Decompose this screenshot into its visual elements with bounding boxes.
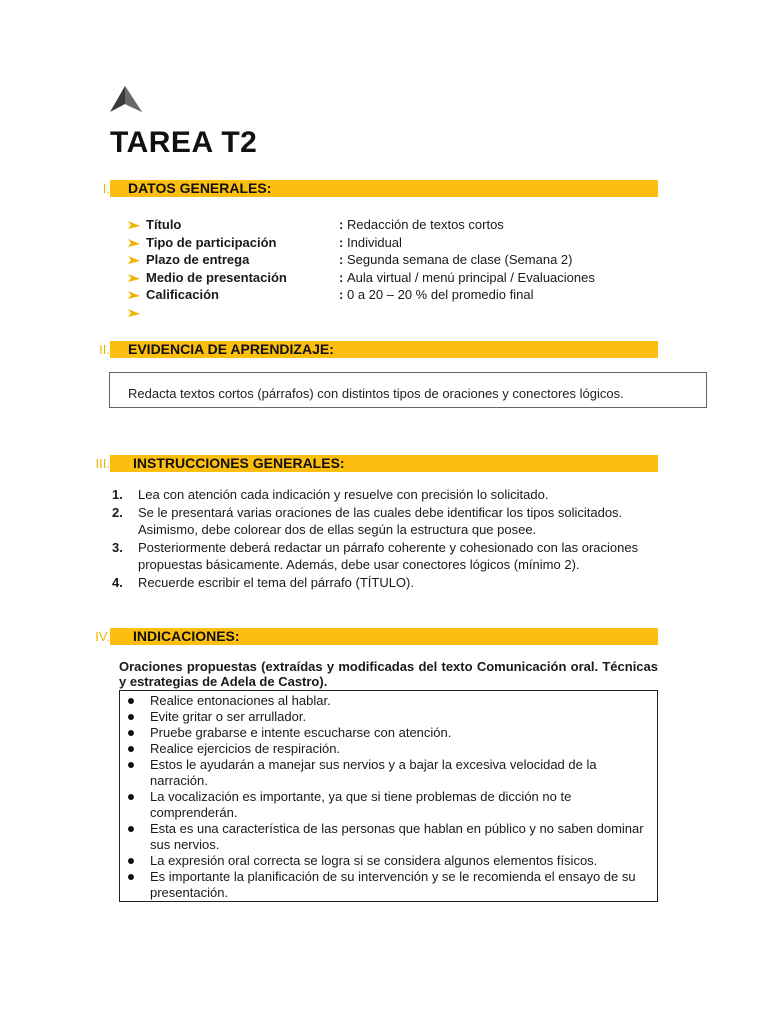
bullet-dot-icon (128, 698, 134, 704)
oraciones-list (120, 691, 657, 901)
list-item (128, 234, 668, 252)
section-number: II. (99, 342, 110, 357)
section-header-instrucciones (88, 455, 658, 472)
field-key: Calificación (146, 287, 219, 303)
list-item (112, 486, 652, 504)
list-item (128, 251, 668, 269)
oracion-text: Realice ejercicios de respiración. (150, 741, 341, 756)
oraciones-box (119, 690, 658, 902)
section-number: I. (102, 181, 110, 196)
step-text: Posteriormente deberá redactar un párrafo coherente y cohesionado con las oraciones propuestas básicamente. Además, debe usar conectores lógicos (mínimo 2). (138, 539, 639, 573)
list-item (120, 725, 651, 741)
oracion-text: Es importante la planificación de su intervención y se le recomienda el ensayo de su presentación. (150, 869, 636, 900)
list-item (120, 709, 651, 725)
arrow-bullet-icon (128, 239, 140, 247)
field-value: Redacción de textos cortos (347, 217, 504, 232)
step-text: Lea con atención cada indicación y resuelve con precisión lo solicitado. (138, 487, 549, 502)
bullet-dot-icon (128, 762, 134, 768)
oracion-text: Pruebe grabarse e intente escucharse con atención. (150, 725, 452, 740)
list-item (120, 757, 651, 789)
list-item (128, 269, 668, 287)
bullet-dot-icon (128, 746, 134, 752)
field-separator: : (339, 287, 344, 303)
step-text: Recuerde escribir el tema del párrafo (TÍTULO). (138, 574, 414, 590)
arrow-bullet-icon (128, 256, 140, 264)
field-key: Plazo de entrega (146, 252, 250, 268)
instructions-list (112, 486, 652, 592)
page-title: TAREA T2 (110, 126, 258, 159)
field-key: Tipo de participación (146, 234, 277, 250)
field-value: Individual (347, 234, 402, 250)
list-item (120, 789, 651, 821)
section-label: EVIDENCIA DE APRENDIZAJE: (128, 341, 334, 357)
step-text: Se le presentará varias oraciones de las cuales debe identificar los tipos solicitados. Asimismo, debe colorear dos de ellas según la estructura que posee. (138, 504, 623, 538)
oracion-text: La expresión oral correcta se logra si se considera algunos elementos físicos. (150, 853, 598, 868)
list-item (112, 539, 652, 574)
bullet-dot-icon (128, 714, 134, 720)
field-value: Segunda semana de clase (Semana 2) (347, 252, 573, 268)
section-header-evidencia (88, 341, 658, 358)
field-key: Medio de presentación (146, 269, 287, 285)
datos-generales-list (128, 216, 668, 322)
list-item (128, 286, 668, 304)
oraciones-intro: Oraciones propuestas (extraídas y modificadas del texto Comunicación oral. Técnicas y estrategias de Adela de Castro). (119, 659, 658, 689)
evidence-box (109, 372, 707, 408)
arrow-bullet-icon (128, 309, 140, 317)
bullet-dot-icon (128, 874, 134, 880)
oracion-text: Realice entonaciones al hablar. (150, 693, 331, 708)
step-number: 2. (112, 504, 123, 520)
list-item (112, 574, 652, 592)
section-number: III. (95, 456, 110, 471)
bullet-dot-icon (128, 826, 134, 832)
oracion-text: La vocalización es importante, ya que si tiene problemas de dicción no te comprenderán. (150, 789, 572, 820)
arrow-bullet-icon (128, 291, 140, 299)
navigation-arrow-logo-icon (108, 84, 144, 114)
section-header-datos (88, 180, 658, 197)
bullet-dot-icon (128, 858, 134, 864)
field-separator: : (339, 252, 344, 268)
list-item (120, 741, 651, 757)
step-number: 1. (112, 487, 123, 502)
oracion-text: Evite gritar o ser arrullador. (150, 709, 307, 724)
section-header-indicaciones (88, 628, 658, 645)
field-separator: : (339, 269, 344, 285)
section-number: IV. (95, 629, 110, 644)
evidence-text: Redacta textos cortos (párrafos) con distintos tipos de oraciones y conectores lógicos. (128, 386, 624, 401)
list-item (128, 216, 668, 234)
step-number: 4. (112, 574, 123, 590)
field-value: Aula virtual / menú principal / Evaluaciones (347, 269, 595, 285)
field-separator: : (339, 217, 344, 232)
list-item-empty (128, 304, 668, 322)
list-item (112, 504, 652, 539)
bullet-dot-icon (128, 794, 134, 800)
list-item (120, 869, 651, 901)
section-label: INDICACIONES: (133, 628, 240, 644)
section-label: INSTRUCCIONES GENERALES: (133, 455, 345, 471)
section-label: DATOS GENERALES: (128, 180, 272, 196)
field-key: Título (146, 217, 182, 232)
oracion-text: Estos le ayudarán a manejar sus nervios y a bajar la excesiva velocidad de la narración. (150, 757, 597, 788)
arrow-bullet-icon (128, 221, 140, 229)
field-separator: : (339, 234, 344, 250)
list-item (120, 821, 651, 853)
arrow-bullet-icon (128, 274, 140, 282)
field-value: 0 a 20 – 20 % del promedio final (347, 287, 534, 303)
step-number: 3. (112, 539, 123, 555)
list-item (120, 693, 651, 709)
bullet-dot-icon (128, 730, 134, 736)
oracion-text: Esta es una característica de las personas que hablan en público y no saben dominar sus nervios. (150, 821, 644, 852)
list-item (120, 853, 651, 869)
